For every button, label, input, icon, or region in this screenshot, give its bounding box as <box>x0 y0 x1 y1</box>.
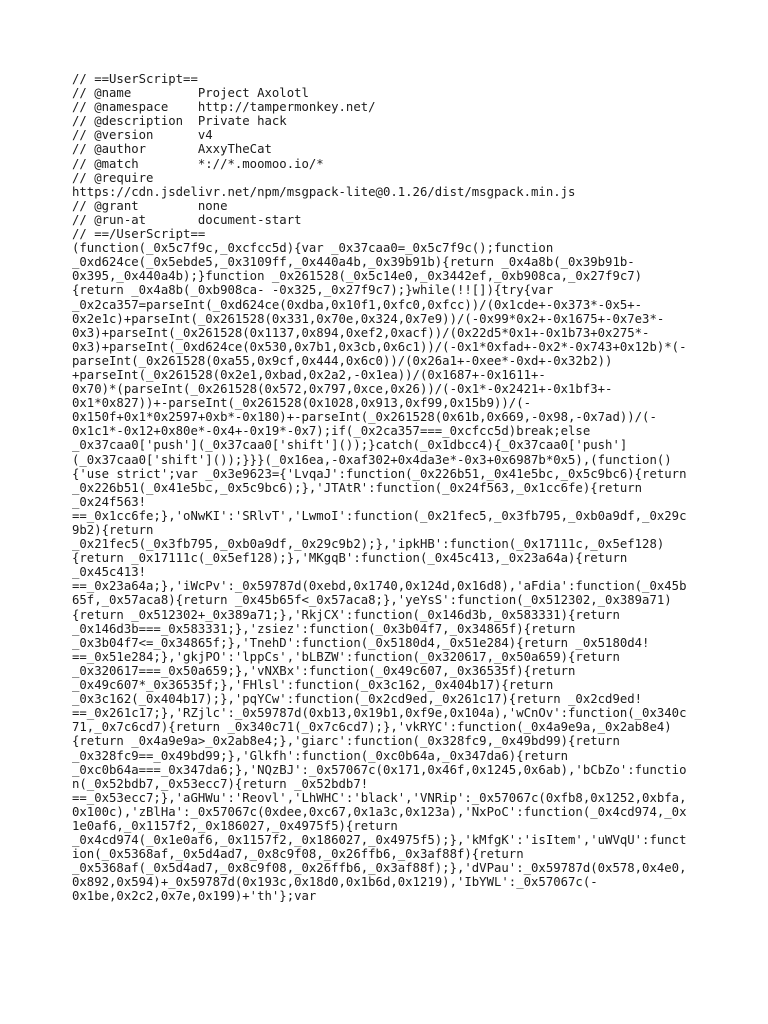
code-line: 9b2){return <box>72 523 154 537</box>
code-line: _0x4cd974(_0x1e0af6,_0x1157f2,_0x186027,_0x4975f5);},'kMfgK':'isItem','uWVqU':funct <box>72 833 687 848</box>
code-line: 0x3)+parseInt(_0xd624ce(0x530,0x7b1,0x3cb,0x6c1))/(-0x1*0xfad+-0x2*-0x743+0x12b)*(- <box>72 339 687 354</box>
code-line: _0x49c607*_0x36535f;},'FHlsl':function(_0x3c162,_0x404b17){return <box>72 678 554 693</box>
code-line: ==_0x51e284;},'gkjPO':'lppCs','bLBZW':function(_0x320617,_0x50a659){return <box>72 649 620 664</box>
code-line: {return _0x4a8b(_0xb908ca- -0x325,_0x27f9c7);}while(!![]){try{var <box>72 283 554 298</box>
code-line: _0x37caa0['push'](_0x37caa0['shift']());}catch(_0x1dbcc4){_0x37caa0['push'] <box>72 438 628 453</box>
code-line: // @require <box>72 170 154 185</box>
code-line: 1e0af6,_0x1157f2,_0x186027,_0x4975f5){return <box>72 818 398 833</box>
code-line: ==_0x23a64a;},'iWcPv':_0x59787d(0xebd,0x1740,0x124d,0x16d8),'aFdia':function(_0x45b <box>72 579 687 594</box>
code-line: 0x1be,0x2c2,0x7e,0x199)+'th'};var <box>72 889 317 904</box>
code-line: _0x2ca357=parseInt(_0xd624ce(0xdba,0x10f1,0xfc0,0xfcc))/(0x1cde+-0x373*-0x5+- <box>72 297 643 312</box>
code-line: (_0x37caa0['shift']());}}}(_0x16ea,-0xaf302+0x4da3e*-0x3+0x6987b*0x5),(function() <box>72 452 672 467</box>
code-line: ==_0x1cc6fe;},'oNwKI':'SRlvT','LwmoI':function(_0x21fec5,_0x3fb795,_0xb0a9df,_0x29c <box>72 508 687 523</box>
code-line: +parseInt(_0x261528(0x2e1,0xbad,0x2a2,-0x1ea))/(0x1687+-0x1611+- <box>72 367 546 382</box>
code-line: _0xd624ce(_0x5ebde5,_0x3109ff,_0x440a4b,_0x39b91b){return _0x4a8b(_0x39b91b- <box>72 255 635 270</box>
code-line: _0xc0b64a===_0x347da6;},'NQzBJ':_0x57067c(0x171,0x46f,0x1245,0x6ab),'bCbZo':functio <box>72 762 687 777</box>
code-line: // @run-at document-start <box>72 212 302 227</box>
code-line: // @match *://*.moomoo.io/* <box>72 156 324 171</box>
code-line: // @version v4 <box>72 128 213 143</box>
code-line: // @description Private hack <box>72 114 287 129</box>
code-line: _0x21fec5(_0x3fb795,_0xb0a9df,_0x29c9b2);},'ipkHB':function(_0x17111c,_0x5ef128) <box>72 537 665 552</box>
code-line: 0x395,_0x440a4b);}function _0x261528(_0x5c14e0,_0x3442ef,_0xb908ca,_0x27f9c7) <box>72 269 643 284</box>
code-line: https://cdn.jsdelivr.net/npm/msgpack-lite@0.1.26/dist/msgpack.min.js <box>72 184 576 199</box>
code-line: parseInt(_0x261528(0xa55,0x9cf,0x444,0x6c0))/(0x26a1+-0xee*-0xd+-0x32b2)) <box>72 353 613 368</box>
code-line: // @name Project Axolotl <box>72 86 309 101</box>
code-line: 0x1c1*-0x12+0x80e*-0x4+-0x19*-0x7);if(_0x2ca357===_0xcfcc5d)break;else <box>72 424 591 439</box>
code-line: 0x3)+parseInt(_0x261528(0x1137,0x894,0xef2,0xacf))/(0x22d5*0x1+-0x1b73+0x275*- <box>72 325 650 340</box>
code-line: _0x146d3b===_0x583331;},'zsiez':function(_0x3b04f7,_0x34865f){return <box>72 621 576 636</box>
code-line: // @namespace http://tampermonkey.net/ <box>72 100 376 115</box>
code-line: _0x328fc9==_0x49bd99;},'Glkfh':function(_0xc0b64a,_0x347da6){return <box>72 748 569 763</box>
code-line: _0x226b51(_0x41e5bc,_0x5c9bc6);},'JTAtR':function(_0x24f563,_0x1cc6fe){return <box>72 480 643 495</box>
code-line: _0x5368af(_0x5d4ad7,_0x8c9f08,_0x26ffb6,_0x3af88f);},'dVPau':_0x59787d(0x578,0x4e0, <box>72 861 687 876</box>
code-line: n(_0x52bdb7,_0x53ecc7){return _0x52bdb7! <box>72 776 369 791</box>
code-line: 0x100c),'zBlHa':_0x57067c(0xdee,0xc67,0x1a3c,0x123a),'NxPoC':function(_0x4cd974,_0x <box>72 804 687 819</box>
code-line: // ==UserScript== <box>72 72 198 86</box>
code-line: {return _0x512302+_0x389a71;},'RkjCX':function(_0x146d3b,_0x583331){return <box>72 607 620 622</box>
code-line: // ==/UserScript== <box>72 227 206 242</box>
code-line: 0x70)*(parseInt(_0x261528(0x572,0x797,0xce,0x26))/(-0x1*-0x2421+-0x1bf3+- <box>72 382 613 397</box>
code-line: ion(_0x5368af,_0x5d4ad7,_0x8c9f08,_0x26ffb6,_0x3af88f){return <box>72 847 524 862</box>
code-line: _0x24f563! <box>72 494 147 509</box>
code-line: {return _0x4a9e9a>_0x2ab8e4;},'giarc':function(_0x328fc9,_0x49bd99){return <box>72 734 620 749</box>
code-line: // @grant none <box>72 198 228 213</box>
code-line: {'use strict';var _0x3e9623={'LvqaJ':function(_0x226b51,_0x41e5bc,_0x5c9bc6){return <box>72 466 687 481</box>
code-line: _0x3c162(_0x404b17);},'pqYCw':function(_0x2cd9ed,_0x261c17){return _0x2cd9ed! <box>72 692 643 707</box>
code-line: {return _0x17111c(_0x5ef128);},'MKgqB':function(_0x45c413,_0x23a64a){return <box>72 551 628 566</box>
code-line: 0x2e1c)+parseInt(_0x261528(0x331,0x70e,0x324,0x7e9))/(-0x99*0x2+-0x1675+-0x7e3*- <box>72 311 665 326</box>
code-line: 0x892,0x594)+_0x59787d(0x193c,0x18d0,0x1b6d,0x1219),'IbYWL':_0x57067c(- <box>72 875 598 890</box>
code-line: ==_0x261c17;},'RZjlc':_0x59787d(0xb13,0x19b1,0xf9e,0x104a),'wCnOv':function(_0x340c <box>72 706 687 721</box>
code-line: _0x320617===_0x50a659;},'vNXBx':function(_0x49c607,_0x36535f){return <box>72 663 576 678</box>
code-line: 0x1*0x827))+-parseInt(_0x261528(0x1028,0x913,0xf99,0x15b9))/(- <box>72 396 532 411</box>
userscript-source-code <box>72 72 712 904</box>
code-line: 71,_0x7c6cd7){return _0x340c71(_0x7c6cd7);},'vkRYC':function(_0x4a9e9a,_0x2ab8e4) <box>72 720 672 735</box>
code-line: _0x3b04f7<=_0x34865f;},'TnehD':function(_0x5180d4,_0x51e284){return _0x5180d4! <box>72 635 650 650</box>
code-line: (function(_0x5c7f9c,_0xcfcc5d){var _0x37caa0=_0x5c7f9c();function <box>72 241 554 256</box>
code-line: // @author AxxyTheCat <box>72 142 272 157</box>
code-line: 65f,_0x57aca8){return _0x45b65f<_0x57aca8;},'yeYsS':function(_0x512302,_0x389a71) <box>72 593 672 608</box>
code-line: ==_0x53ecc7;},'aGHWu':'Reovl','LhWHC':'black','VNRip':_0x57067c(0xfb8,0x1252,0xbfa, <box>72 790 687 805</box>
code-line: 0x150f+0x1*0x2597+0xb*-0x180)+-parseInt(_0x261528(0x61b,0x669,-0x98,-0x7ad))/(- <box>72 410 657 425</box>
code-line: _0x45c413! <box>72 565 147 580</box>
